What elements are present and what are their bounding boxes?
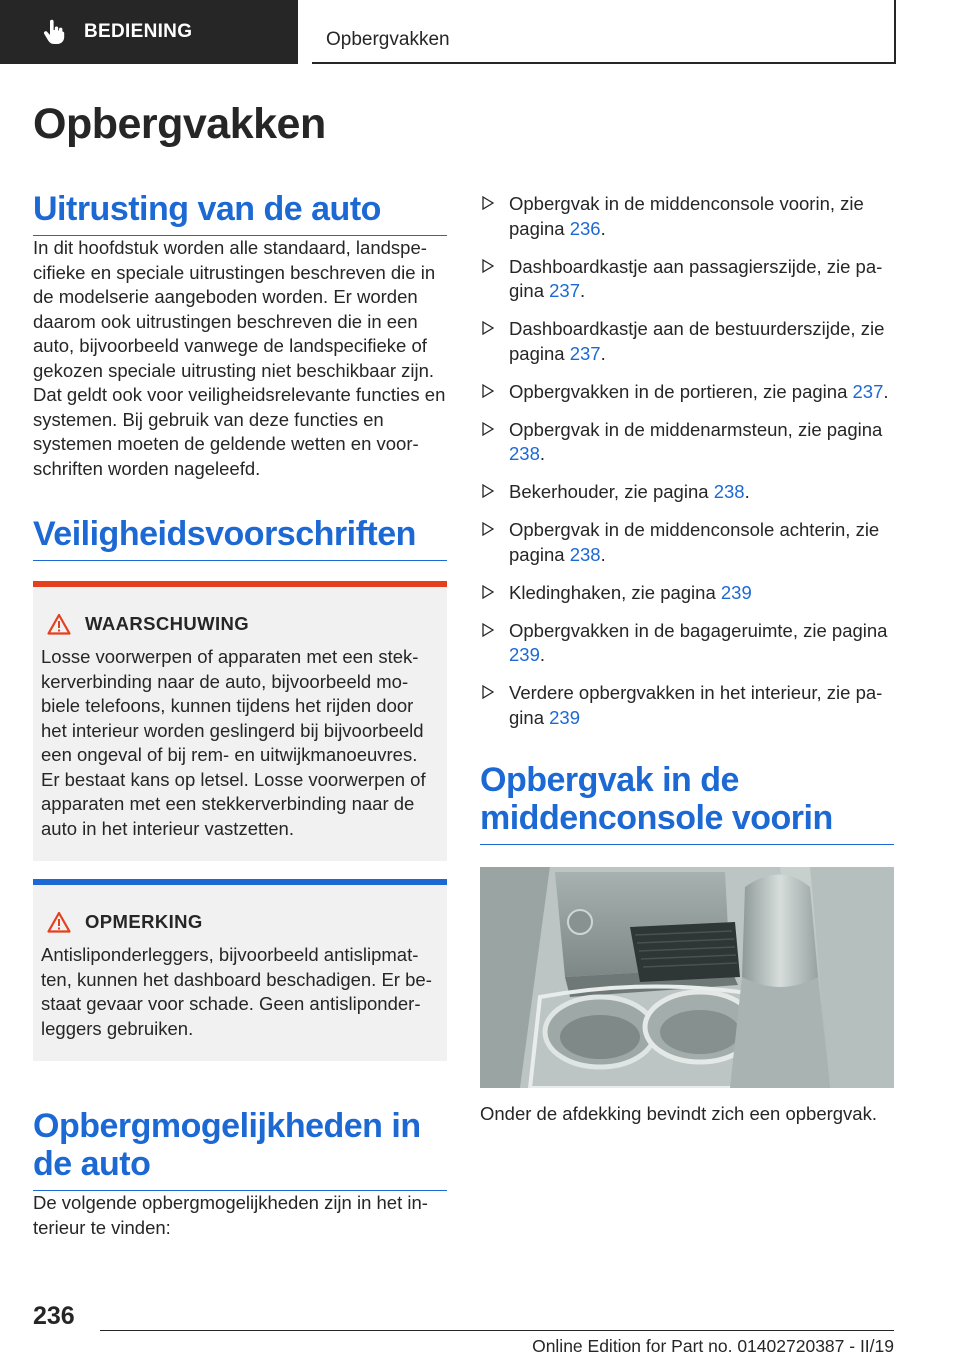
center-console-photo	[480, 867, 894, 1088]
pointing-hand-icon	[42, 19, 66, 45]
right-column	[480, 192, 894, 1127]
triangle-bullet-icon	[482, 585, 494, 599]
page-link[interactable]: 237	[569, 342, 601, 364]
storage-list	[480, 192, 894, 730]
triangle-bullet-icon	[482, 623, 494, 637]
list-item: Verdere opbergvakken in het interieur, zie pagina 239	[480, 681, 894, 730]
header-section-tab	[0, 0, 298, 64]
triangle-bullet-icon	[482, 484, 494, 498]
list-item: Bekerhouder, zie pagina 238.	[480, 480, 894, 505]
equipment-text: In dit hoofdstuk worden alle standaard, landspecifieke en speciale uitrustingen beschreven die in de modelserie aangeboden worden. Er worden daarom ook uitrustingen beschreven die in een auto, bijvoorbeeld vanwege de landspecifieke of gekozen speciale uitrusting niet beschikbaar zijn. Dat geldt ook voor veiligheidsrelevante functies en systemen. Bij gebruik van deze functies en systemen moeten de geldende wetten en voorschriften worden nageleefd.	[33, 237, 446, 479]
notice-label: OPMERKING	[85, 911, 203, 932]
list-item: Dashboardkastje aan passagierszijde, zie pagina 237.	[480, 255, 894, 304]
page-link[interactable]: 238	[569, 543, 601, 565]
equipment-heading: Uitrusting van de auto	[33, 190, 447, 236]
triangle-bullet-icon	[482, 321, 494, 335]
triangle-bullet-icon	[482, 685, 494, 699]
header-chapter-box	[312, 0, 896, 64]
storage-heading: Opbergmogelijkheden in de auto	[33, 1107, 447, 1191]
warning-label: WAARSCHUWING	[85, 613, 250, 634]
left-column	[33, 190, 447, 1240]
list-item: Dashboardkastje aan de bestuurderszijde, zie pagina 237.	[480, 317, 894, 366]
triangle-bullet-icon	[482, 422, 494, 436]
triangle-bullet-icon	[482, 522, 494, 536]
page-number: 236	[33, 1302, 75, 1330]
page-link[interactable]: 237	[852, 380, 884, 402]
list-item: Kledinghaken, zie pagina 239	[480, 581, 894, 606]
page-link[interactable]: 239	[509, 644, 540, 665]
list-item: Opbergvak in de middenconsole achterin, zie pagina 238.	[480, 518, 894, 567]
list-item: Opbergvakken in de bagageruimte, zie pagina 239.	[480, 619, 894, 668]
triangle-bullet-icon	[482, 384, 494, 398]
page-link[interactable]: 237	[549, 280, 580, 301]
page-link[interactable]: 238	[713, 481, 745, 502]
warning-box	[33, 581, 447, 861]
console-caption: Onder de afdekking bevindt zich een opbergvak.	[480, 1103, 877, 1124]
page-link[interactable]: 238	[509, 443, 540, 464]
notice-box	[33, 879, 447, 1061]
list-item: Opbergvakken in de portieren, zie pagina 237.	[480, 380, 894, 405]
warning-triangle-icon	[47, 613, 71, 635]
triangle-bullet-icon	[482, 196, 494, 210]
page-link[interactable]: 239	[549, 706, 580, 728]
footer-divider	[100, 1330, 894, 1331]
safety-heading: Veiligheidsvoorschriften	[33, 515, 447, 561]
edition-text: Online Edition for Part no. 01402720387 - II/19	[532, 1336, 894, 1356]
list-item: Opbergvak in de middenarmsteun, zie pagina 238.	[480, 418, 894, 467]
storage-text: De volgende opbergmogelijkheden zijn in het interieur te vinden:	[33, 1192, 428, 1238]
console-heading: Opbergvak in de middenconsole voorin	[480, 761, 894, 845]
warning-text: Losse voorwerpen of apparaten met een stekkerverbinding naar de auto, bijvoorbeeld mobiele telefoons, kunnen tijdens het rijden door het interieur worden geslingerd bij bijvoorbeeld een ongeval of bij rem- en uitwijkmanoeuvres. Er bestaat kans op letsel. Losse voorwerpen of apparaten met een stekkerverbinding naar de auto in het interieur vastzetten.	[41, 646, 426, 839]
notice-text: Antisliponderleggers, bijvoorbeeld antislipmatten, kunnen het dashboard beschadigen. Er bestaat gevaar voor schade. Geen antisliponderleggers gebruiken.	[41, 944, 432, 1039]
list-item: Opbergvak in de middenconsole voorin, zie pagina 236.	[480, 192, 894, 241]
chapter-label: Opbergvakken	[326, 29, 450, 50]
warning-triangle-icon	[47, 911, 71, 933]
page-link[interactable]: 236	[569, 217, 601, 239]
page-link[interactable]: 239	[720, 581, 752, 603]
page-title: Opbergvakken	[33, 100, 326, 148]
triangle-bullet-icon	[482, 259, 494, 273]
section-label: BEDIENING	[84, 21, 193, 42]
